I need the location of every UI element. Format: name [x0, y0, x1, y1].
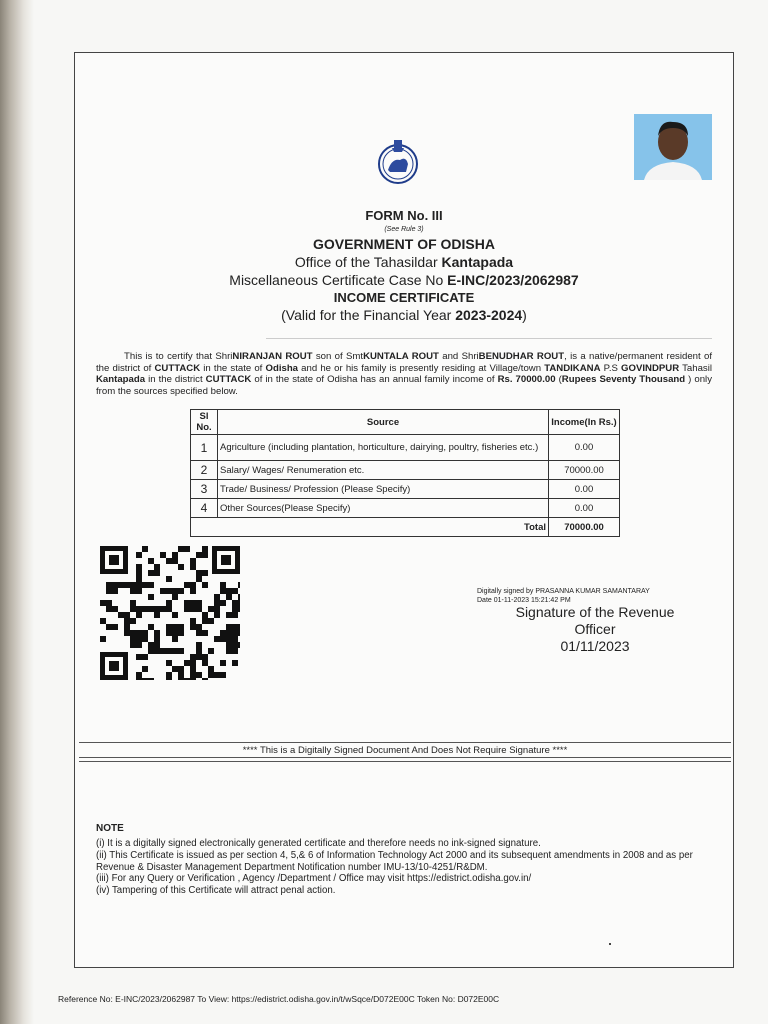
certificate-title: INCOME CERTIFICATE [333, 290, 475, 305]
case-line: Miscellaneous Certificate Case No E-INC/2023/2062987 [229, 272, 579, 288]
digital-signature-info: Digitally signed by PRASANNA KUMAR SAMANTARAY Date 01-11-2023 15:21:42 PM [477, 588, 650, 604]
note-item: (i) It is a digitally signed electronically generated certificate and therefore needs no ink-signed signature. [96, 838, 541, 849]
note-item: (iv) Tampering of this Certificate will attract penal action. [96, 885, 336, 897]
scanned-page-edge [0, 0, 34, 1024]
office-name: Kantapada [441, 254, 514, 270]
divider [266, 338, 712, 339]
validity-line: (Valid for the Financial Year 2023-2024) [281, 307, 527, 323]
table-total-row: Total 70000.00 [191, 518, 620, 537]
rule-reference: (See Rule 3) [384, 226, 424, 233]
note-item: (ii) This Certificate is issued as per section 4, 5,& 6 of Information Technology Act 2000 and its subsequent amendments in 2008 and as per Revenue & Disaster Management Department Notification number IMU-13/10-4251/R&DM. [96, 849, 693, 873]
income-table [190, 409, 620, 537]
table-row: 1 Agriculture (including plantation, horticulture, dairying, poultry, fisheries etc.) 0.00 [191, 435, 620, 461]
divider [79, 761, 731, 762]
mother-name: KUNTALA ROUT [363, 351, 439, 362]
signature-block: Signature of the Revenue Officer 01/11/2023 [490, 604, 700, 655]
table-row: 4 Other Sources(Please Specify) 0.00 [191, 499, 620, 518]
income-words: Rupees Seventy Thousand [561, 374, 686, 386]
note-heading: NOTE [96, 823, 124, 834]
applicant-name: NIRANJAN ROUT [232, 351, 313, 362]
scan-speck [609, 943, 611, 945]
office-line: Office of the Tahasildar Kantapada [294, 254, 514, 270]
digital-signed-banner: **** This is a Digitally Signed Document And Does Not Require Signature **** [79, 742, 731, 758]
applicant-photo [634, 114, 712, 180]
note-item: (iii) For any Query or Verification , Agency /Department / Office may visit https://edistrict.odisha.gov.in/ [96, 873, 532, 885]
certificate-body: This is to certify that ShriNIRANJAN ROUT son of SmtKUNTALA ROUT and ShriBENUDHAR ROUT, is a native/permanent resident of the district of CUTTACK in the state of Odisha and he or his family is presently residing at Village/town TANDIKANA P.S GOVINDPUR Tahasil Kantapada in the district CUTTACK of in the state of Odisha has an annual family income of Rs. 70000.00 (Rupees Seventy Thousand ) only from the sources specified below. [96, 351, 712, 397]
village-name: TANDIKANA [544, 362, 601, 374]
father-name: BENUDHAR ROUT [478, 351, 565, 362]
notes-list [96, 838, 726, 897]
government-title: GOVERNMENT OF ODISHA [312, 236, 495, 252]
income-amount: Rs. 70000.00 [497, 374, 556, 386]
odisha-state-emblem-icon [376, 134, 420, 186]
reference-footer: Reference No: E-INC/2023/2062987 To View: https://edistrict.odisha.gov.in/t/wSqce/D072E00C Token No: D072E00C [58, 994, 500, 1004]
table-header-row: Sl No. Source Income(In Rs.) [191, 410, 620, 435]
table-row: 2 Salary/ Wages/ Renumeration etc. 70000.00 [191, 461, 620, 480]
form-title: FORM No. III [365, 208, 443, 223]
table-row: 3 Trade/ Business/ Profession (Please Specify) 0.00 [191, 480, 620, 499]
case-number: E-INC/2023/2062987 [447, 272, 579, 288]
total-income: 70000.00 [549, 518, 620, 537]
financial-year: 2023-2024 [455, 307, 523, 323]
signature-date: 01/11/2023 [560, 638, 630, 654]
qr-code-icon [100, 546, 240, 680]
